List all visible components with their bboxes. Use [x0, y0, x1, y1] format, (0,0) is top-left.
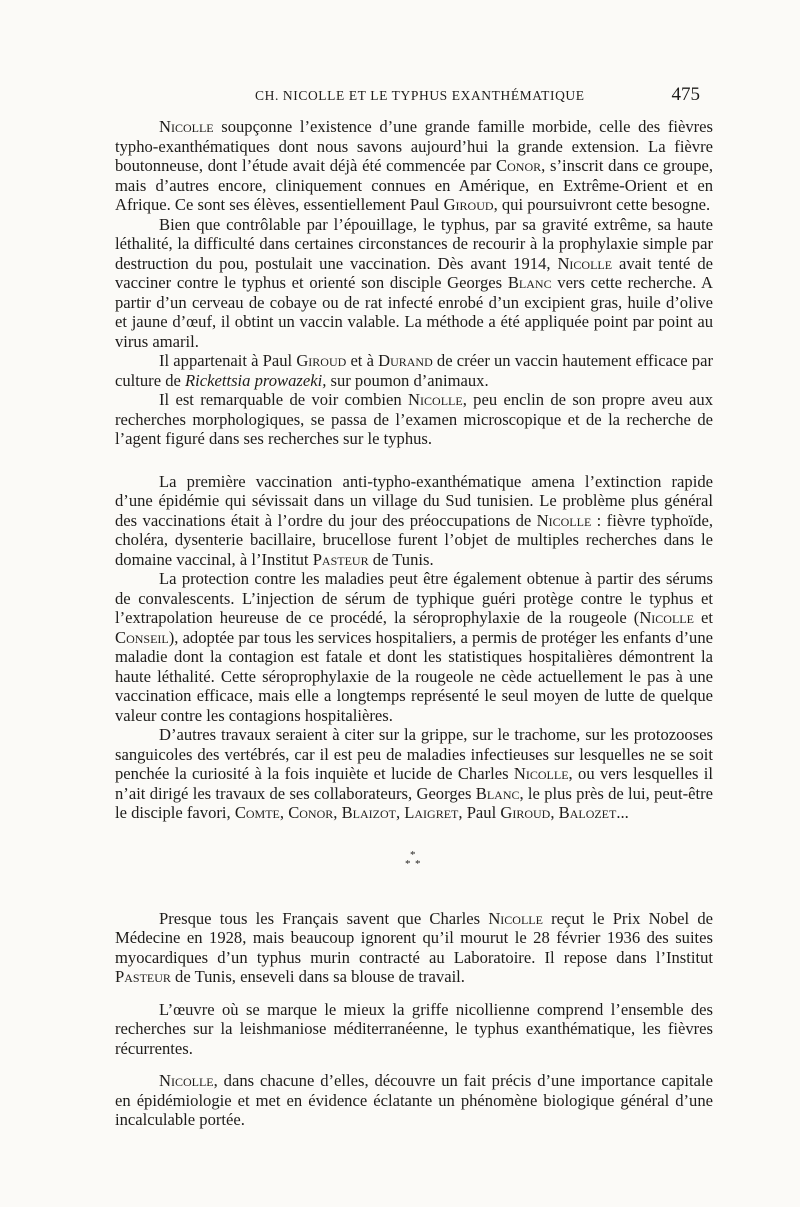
text-run: avait tenté de vacciner contre le typhus et orienté son disciple Georges: [115, 253, 713, 292]
text-run: ), adoptée par tous les services hospitaliers, a permis de protéger les enfants d’une maladie dont la contagion est fatale et dont les statistiques hospitalières démontrent la haute léthalité. Cette séroprophylaxie de la rougeole ne cède actuellement le pas à une vaccination efficace, mais elle a longtemps représenté le seul moyen de lutte de quelque valeur contre les contagions hospitalières.: [115, 627, 713, 725]
running-title: CH. NICOLLE ET LE TYPHUS EXANTHÉMATIQUE: [255, 88, 585, 103]
author-name: Nicolle: [639, 608, 694, 627]
paragraph-6: [115, 569, 713, 725]
paragraph-2: [115, 215, 713, 352]
author-name: Nicolle: [557, 253, 613, 273]
text-run: sur poumon d’animaux.: [326, 370, 489, 390]
text-run: , Paul: [458, 803, 501, 822]
paragraph-7: [115, 725, 713, 823]
author-name: Conor: [496, 156, 542, 175]
author-name: Nicolle: [159, 1071, 214, 1090]
text-run: et: [693, 608, 713, 627]
author-name: Nicolle: [408, 390, 463, 409]
author-name: Conor: [288, 803, 334, 822]
section-break: [115, 840, 713, 880]
institution-name: Pasteur: [312, 549, 369, 569]
text-run: ,: [279, 803, 289, 822]
text-run: ,: [550, 803, 559, 822]
text-run: La protection contre les maladies peut être également obtenue à partir des sérums de convalescents. L’injection de sérum de typhique guéri protège contre le typhus et l’extrapolation heureuse de ce procédé, la séroprophylaxie de la rougeole (: [115, 569, 713, 627]
text-run: soupçonne l’existence d’une grande famille morbide, celle des fièvres typho-exanthématiques dont nous savons aujourd’hui la grande extension. La fièvre boutonneuse, dont l’étude avait déjà été commencée par: [115, 117, 713, 175]
paragraph-4: [115, 390, 713, 449]
author-name: Blaizot: [341, 803, 396, 822]
paragraph-9: [115, 1000, 713, 1059]
asterism-icon: [403, 849, 425, 871]
paragraph-5: [115, 472, 713, 570]
author-name: Blanc: [507, 273, 552, 292]
paragraph-3: [115, 351, 713, 390]
author-name: Nicolle: [513, 764, 569, 783]
author-name: Durand: [378, 351, 433, 370]
author-name: Laigret: [404, 803, 459, 822]
species-name: Rickettsia prowazeki,: [185, 370, 327, 390]
paragraph-10: [115, 1071, 713, 1130]
text-run: , qui poursuivront cette besogne.: [493, 195, 711, 214]
institution-name: Pasteur: [115, 967, 171, 986]
svg-text:*: *: [415, 857, 421, 870]
author-name: Comte: [234, 803, 280, 822]
text-run: reçut le Prix Nobel de Médecine en 1928, mais beaucoup ignorent qu’il mourut le 28 février 1936 des suites myocardiques d’un typhus murin contracté au Laboratoire. Il repose dans l’Institut: [115, 908, 713, 967]
author-name: Nicolle: [488, 908, 543, 928]
running-header: [115, 84, 700, 108]
text-run: de Tunis, enseveli dans sa blouse de travail.: [170, 967, 465, 986]
author-name: Giroud: [500, 803, 551, 822]
text-run: , dans chacune d’elles, découvre un fait précis d’une importance capitale en épidémiologie et met en évidence éclatante un phénomène biologique général d’une incalculable portée.: [115, 1071, 713, 1129]
svg-text:*: *: [410, 848, 416, 861]
text-run: Il est remarquable de voir combien: [159, 390, 409, 409]
text-run: ...: [616, 803, 629, 822]
svg-text:*: *: [405, 857, 411, 870]
author-name: Nicolle: [536, 510, 592, 530]
text-run: de créer un vaccin hautement efficace par culture de: [115, 351, 713, 390]
paragraph-8: [115, 909, 713, 987]
text-run: ,: [395, 803, 405, 822]
author-name: Giroud: [443, 195, 494, 214]
text-run: Presque tous les Français savent que Charles: [159, 908, 489, 928]
text-run: Il appartenait à Paul: [159, 351, 297, 370]
text-run: de Tunis.: [368, 549, 434, 569]
author-name: Nicolle: [159, 117, 214, 136]
page-number: 475: [671, 84, 700, 105]
text-run: , peu enclin de son propre aveu aux recherches morphologiques, se passa de l’examen microscopique et de la recherche de l’agent figuré dans ses recherches sur le typhus.: [115, 390, 713, 448]
author-name: Conseil: [115, 627, 169, 647]
text-run: : fièvre typhoïde, choléra, dysenterie bacillaire, brucellose furent l’objet de multiples recherches dans le domaine vaccinal, à l’Institut: [115, 510, 713, 569]
text-run: , s’inscrit dans ce groupe, mais d’autres encore, cliniquement connues en Amérique, en Extrême-Orient et en Afrique. Ce sont ses élèves, essentiellement Paul: [115, 156, 714, 214]
text-run: ,: [333, 803, 342, 822]
text-run: vers cette recherche. A partir d’un cerveau de cobaye ou de rat infecté enrobé d’un excipient gras, huile d’olive et jaune d’œuf, il obtint un vaccin valable. La méthode a été appliquée point par point au virus amaril.: [115, 273, 714, 351]
text-run: L’œuvre où se marque le mieux la griffe nicollienne comprend l’ensemble des recherches sur la leishmaniose méditerranéenne, le typhus exanthématique, les fièvres récurrentes.: [115, 999, 713, 1058]
text-run: , ou vers lesquelles il n’ait dirigé les travaux de ses collaborateurs, Georges: [115, 764, 714, 803]
text-run: , le plus près de lui, peut-être le disciple favori,: [115, 783, 713, 822]
text-run: La première vaccination anti-typho-exanthématique amena l’extinction rapide d’une épidémie qui sévissait dans un village du Sud tunisien. Le problème plus général des vaccinations était à l’ordre du jour des préoccupations de: [115, 471, 713, 530]
author-name: Giroud: [296, 351, 347, 370]
paragraph-1: [115, 117, 713, 215]
body-text: [115, 117, 713, 1130]
text-run: D’autres travaux seraient à citer sur la grippe, sur le trachome, sur les protozooses sanguicoles des vertébrés, car il est peu de maladies infectieuses sur lesquelles ne se soit penchée la curiosité à la fois inquiète et lucide de Charles: [115, 725, 713, 783]
text-run: Bien que contrôlable par l’épouillage, le typhus, par sa gravité extrême, sa haute léthalité, la difficulté dans certaines circonstances de recourir à la prophylaxie simple par destruction du pou, postulait une vaccination. Dès avant 1914,: [115, 214, 713, 273]
author-name: Blanc: [475, 783, 520, 803]
text-run: et à: [346, 351, 379, 370]
author-name: Balozet: [558, 803, 617, 822]
